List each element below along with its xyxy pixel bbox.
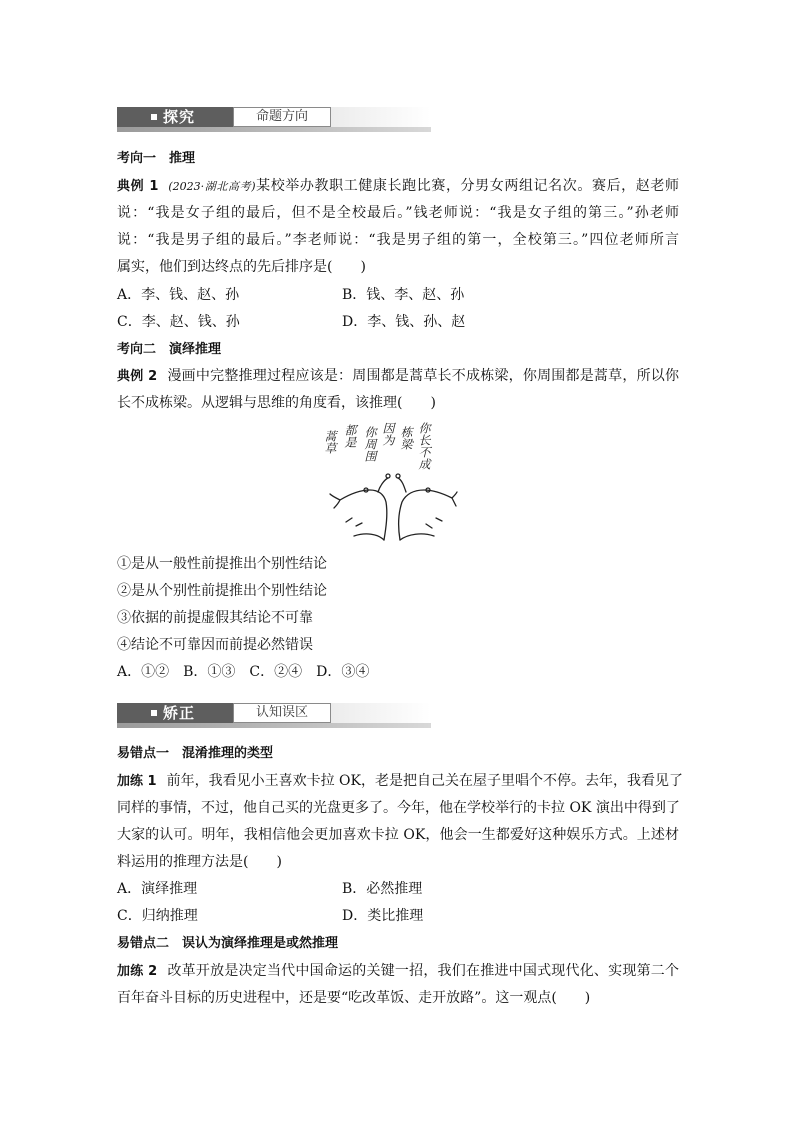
question-line: 典例 2 漫画中完整推理过程应该是：周围都是蒿草长不成栋梁，你周围都是蒿草，所以你 [117, 368, 680, 384]
question-label: 加练 1 [117, 774, 157, 789]
statement-1: ①是从一般性前提推出个别性结论 [117, 556, 327, 572]
square-bullet-icon [151, 710, 157, 716]
option-c: C．李、赵、钱、孙 [117, 314, 240, 330]
options-line: A．①② B．①③ C．②④ D．③④ [117, 664, 370, 680]
section-rule [117, 723, 431, 728]
section-banner-correct [117, 699, 431, 727]
cartoon-text: 都是 [343, 424, 357, 448]
section-banner-explore [117, 103, 431, 131]
question-line: 属实，他们到达终点的先后排序是( ) [117, 259, 366, 275]
cartoon-illustration [323, 418, 458, 544]
option-d: D．类比推理 [342, 908, 424, 924]
option-b: B．必然推理 [342, 881, 423, 897]
cartoon-text: 栋梁 [399, 426, 413, 450]
option-a: A．演绎推理 [117, 881, 198, 897]
statement-4: ④结论不可靠因而前提必然错误 [117, 637, 313, 653]
question-label: 加练 2 [117, 964, 158, 979]
square-bullet-icon [151, 114, 157, 120]
subsection-heading: 考向二 演绎推理 [117, 342, 222, 357]
question-line: 同样的事情，不过，他自己买的光盘更多了。今年，他在学校举行的卡拉 OK 演出中得到了 [117, 800, 680, 816]
section-title: 探究 [163, 108, 196, 126]
cartoon-text: 你周围 [363, 426, 377, 462]
question-line: 百年奋斗目标的历史进程中，还是要“吃改革饭、走开放路”。这一观点( ) [117, 990, 591, 1006]
option-b: B．钱、李、赵、孙 [342, 287, 465, 303]
section-subtitle: 命题方向 [233, 107, 331, 127]
question-line: 说：“我是女子组的最后，但不是全校最后。”钱老师说：“我是女子组的第三。”孙老师 [117, 205, 679, 221]
question-label: 典例 2 [117, 369, 158, 384]
question-line: 料运用的推理方法是( ) [117, 854, 282, 870]
section-subtitle: 认知误区 [233, 703, 331, 723]
statement-3: ③依据的前提虚假其结论不可靠 [117, 610, 313, 626]
question-line: 加练 1 前年，我看见小王喜欢卡拉 OK，老是把自己关在屋子里唱个不停。去年，我看见了 [117, 773, 683, 789]
cartoon-text: 因为 [381, 422, 395, 446]
section-rule [117, 127, 431, 132]
question-line: 说：“我是男子组的最后。”李老师说：“我是男子组的第一，全校第三。”四位老师所言 [117, 232, 679, 248]
question-source: (2023·湖北高考) [168, 180, 256, 193]
option-d: D．李、钱、孙、赵 [342, 314, 466, 330]
option-c: C．归纳推理 [117, 908, 198, 924]
option-a: A．李、钱、赵、孙 [117, 287, 240, 303]
subsection-heading: 考向一 推理 [117, 151, 196, 166]
subsection-heading: 易错点二 误认为演绎推理是或然推理 [117, 936, 339, 951]
question-line: 典例 1 (2023·湖北高考)某校举办教职工健康长跑比赛，分男女两组记名次。赛后，赵老师 [117, 178, 679, 194]
tree-drawing [330, 474, 457, 540]
section-title: 矫正 [163, 704, 196, 722]
statement-2: ②是从个别性前提推出个别性结论 [117, 583, 327, 599]
question-label: 典例 1 [117, 179, 159, 194]
question-line: 大家的认可。明年，我相信他会更加喜欢卡拉 OK，他会一生都爱好这种娱乐方式。上述材 [117, 827, 679, 843]
cartoon-text: 你长不成 [417, 422, 431, 470]
cartoon-text: 蒿草 [323, 430, 337, 454]
question-line: 加练 2 改革开放是决定当代中国命运的关键一招，我们在推进中国式现代化、实现第二个 [117, 963, 680, 979]
subsection-heading: 易错点一 混淆推理的类型 [117, 746, 274, 761]
question-line: 长不成栋梁。从逻辑与思维的角度看，该推理( ) [117, 395, 436, 411]
